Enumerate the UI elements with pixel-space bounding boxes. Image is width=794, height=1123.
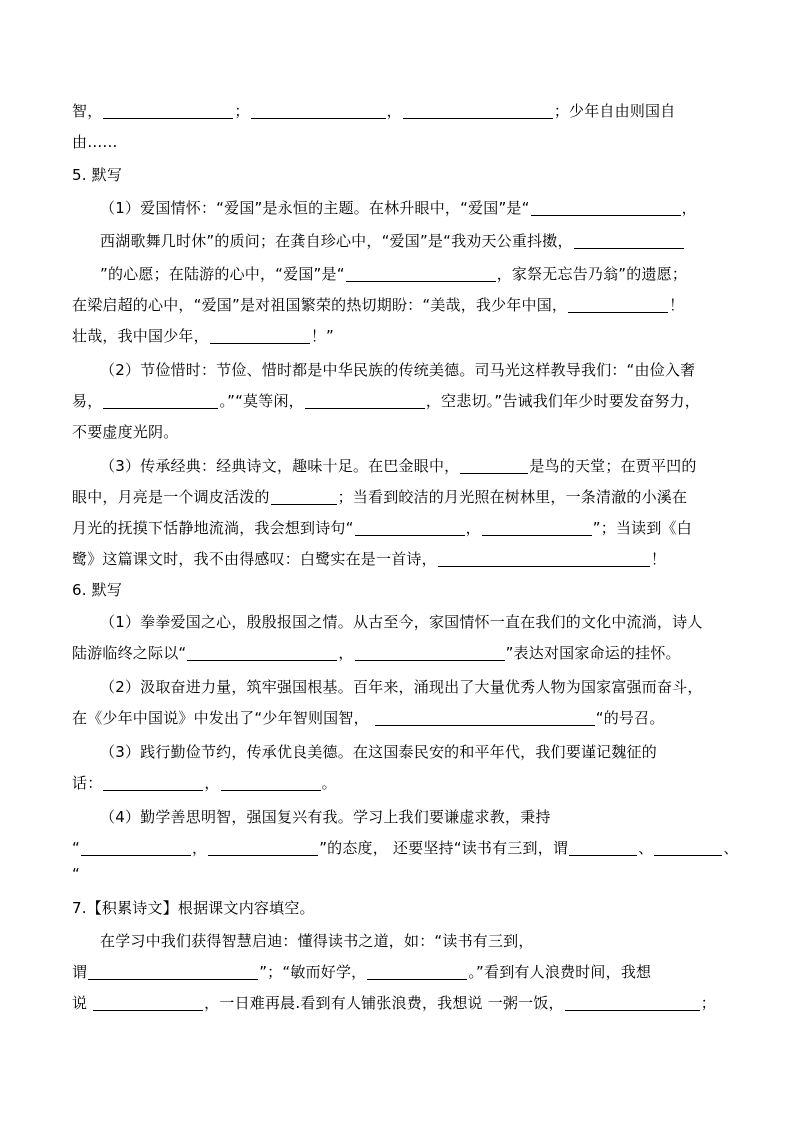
line-text: ， (191, 839, 208, 857)
fill-blank[interactable] (569, 837, 637, 856)
text-line (100, 259, 740, 289)
line-text: （3）传承经典：经典诗文，趣味十足。在巴金眼中， (100, 457, 460, 475)
text-line (100, 607, 740, 637)
text-line (100, 737, 740, 767)
line-text: 是鸟的天堂；在贾平凹的 (529, 457, 697, 475)
fill-blank[interactable] (88, 961, 258, 980)
line-text: 在梁启超的心中，“爱国”是对祖国繁荣的热切期盼：“美哉，我少年中国， (72, 296, 568, 314)
line-text: （3）践行勤俭节约，传承优良美德。在这国泰民安的和平年代，我们要谨记魏征的 (100, 743, 657, 761)
text-line (72, 893, 732, 923)
line-text: 眼中，月亮是一个调皮活泼的 (72, 488, 270, 506)
fill-blank[interactable] (251, 100, 386, 119)
line-text: 、 (638, 839, 654, 857)
line-text: ， (204, 774, 220, 792)
fill-blank[interactable] (531, 197, 681, 216)
line-text: 谓 (72, 963, 88, 981)
text-line (100, 226, 740, 256)
line-text: “的号召。 (595, 709, 665, 727)
line-text: ”的心愿；在陆游的心中，“爱国”是“ (100, 265, 345, 283)
text-line (72, 482, 732, 512)
text-line (72, 290, 732, 320)
text-line (72, 638, 732, 668)
text-line (72, 127, 732, 157)
line-text: 智， (72, 102, 103, 120)
line-text: ”的态度， 还要坚持“读书有三到，谓 (319, 839, 569, 857)
line-text: （1）拳拳爱国之心，殷殷报国之情。从古至今，家国情怀一直在我们的文化中流淌，诗人 (100, 613, 703, 631)
text-line (72, 96, 732, 126)
line-text: “ (72, 865, 80, 883)
line-text: ， (681, 199, 697, 217)
line-text: ！” (310, 327, 334, 345)
line-text: ， (386, 102, 402, 120)
line-text: ， (465, 519, 481, 537)
line-text: 在学习中我们获得智慧启迪：懂得读书之道，如：“读书有三到， (100, 932, 534, 950)
fill-blank[interactable] (103, 772, 203, 791)
fill-blank[interactable] (210, 325, 310, 344)
fill-blank[interactable] (346, 263, 496, 282)
line-text: 7.【积累诗文】根据课文内容填空。 (72, 899, 315, 917)
line-text: （2）节俭惜时：节俭、惜时都是中华民族的传统美德。司马光这样教导我们：“由俭入奢 (100, 361, 696, 379)
text-line (72, 544, 732, 574)
text-line (100, 193, 740, 223)
text-line (72, 859, 732, 889)
fill-blank[interactable] (305, 390, 425, 409)
fill-blank[interactable] (93, 992, 203, 1011)
line-text: 鹭》这篇课文时，我不由得感叹：白鹭实在是一首诗， (72, 550, 437, 568)
text-line (100, 451, 740, 481)
line-text: 。 (321, 774, 337, 792)
text-line (100, 926, 740, 956)
line-text: ，一日难再晨.看到有人铺张浪费，我想说 一粥一饭， (204, 994, 564, 1012)
fill-blank[interactable] (221, 772, 321, 791)
line-text: 易， (72, 392, 103, 410)
text-line (72, 768, 732, 798)
fill-blank[interactable] (574, 230, 684, 249)
line-text: 。”看到有人浪费时间，我想 (468, 963, 652, 981)
text-line (72, 386, 732, 416)
fill-blank[interactable] (482, 517, 592, 536)
line-text: （1）爱国情怀：“爱国”是永恒的主题。在林升眼中，“爱国”是“ (100, 199, 530, 217)
line-text: ”；“敏而好学， (259, 963, 367, 981)
line-text: ”；当读到《白 (592, 519, 692, 537)
line-text: 话： (72, 774, 103, 792)
fill-blank[interactable] (271, 486, 337, 505)
line-text: ；当看到皎洁的月光照在树林里，一条清澈的小溪在 (337, 488, 688, 506)
line-text: ； (700, 994, 716, 1012)
text-line (100, 672, 740, 702)
line-text: ， (338, 644, 354, 662)
fill-blank[interactable] (355, 642, 505, 661)
fill-blank[interactable] (438, 548, 650, 567)
fill-blank[interactable] (375, 707, 595, 726)
line-text: ！ (669, 296, 685, 314)
text-line (100, 802, 740, 832)
line-text: （4）勤学善思明智，强国复兴有我。学习上我们要谦虚求教，秉持 (100, 808, 551, 826)
text-line (72, 703, 732, 733)
line-text: 、 (723, 839, 739, 857)
line-text: 壮哉，我中国少年， (72, 327, 209, 345)
fill-blank[interactable] (187, 642, 337, 661)
fill-blank[interactable] (565, 992, 700, 1011)
text-line (72, 575, 732, 605)
line-text: 陆游临终之际以“ (72, 644, 187, 662)
line-text: 。”“莫等闲， (219, 392, 304, 410)
text-line (72, 417, 732, 447)
line-text: 月光的抚摸下恬静地流淌，我会想到诗句“ (72, 519, 354, 537)
line-text: 在《少年中国说》中发出了“少年智则国智， (72, 709, 374, 727)
line-text: 由…… (72, 133, 118, 151)
text-line (100, 355, 740, 385)
fill-blank[interactable] (403, 100, 553, 119)
text-line (72, 988, 732, 1018)
line-text: ”表达对国家命运的挂怀。 (505, 644, 681, 662)
line-text: （2）汲取奋进力量，筑牢强国根基。百年来，涌现出了大量优秀人物为国家富强而奋斗， (100, 678, 703, 696)
text-line (72, 957, 732, 987)
fill-blank[interactable] (460, 455, 528, 474)
fill-blank[interactable] (654, 837, 722, 856)
fill-blank[interactable] (208, 837, 318, 856)
fill-blank[interactable] (355, 517, 465, 536)
line-text: 说 (72, 994, 93, 1012)
line-text: ，家祭无忘告乃翁”的遗愿； (496, 265, 688, 283)
fill-blank[interactable] (103, 100, 233, 119)
line-text: ； (234, 102, 250, 120)
fill-blank[interactable] (103, 390, 218, 409)
fill-blank[interactable] (568, 294, 668, 313)
fill-blank[interactable] (367, 961, 467, 980)
fill-blank[interactable] (81, 837, 191, 856)
text-line (72, 321, 732, 351)
text-line (72, 160, 732, 190)
line-text: ，空悲切。”告诫我们年少时要发奋努力， (425, 392, 700, 410)
line-text: ！ (650, 550, 667, 568)
line-text: ；少年自由则国自 (553, 102, 676, 120)
line-text: 西湖歌舞几时休”的质问；在龚自珍心中，“爱国”是“我劝天公重抖擞， (100, 232, 573, 250)
line-text: 5. 默写 (72, 166, 123, 184)
line-text: 不要虚度光阴。 (72, 423, 179, 441)
line-text: 6. 默写 (72, 581, 123, 599)
line-text: “ (72, 839, 80, 857)
text-line (72, 513, 732, 543)
